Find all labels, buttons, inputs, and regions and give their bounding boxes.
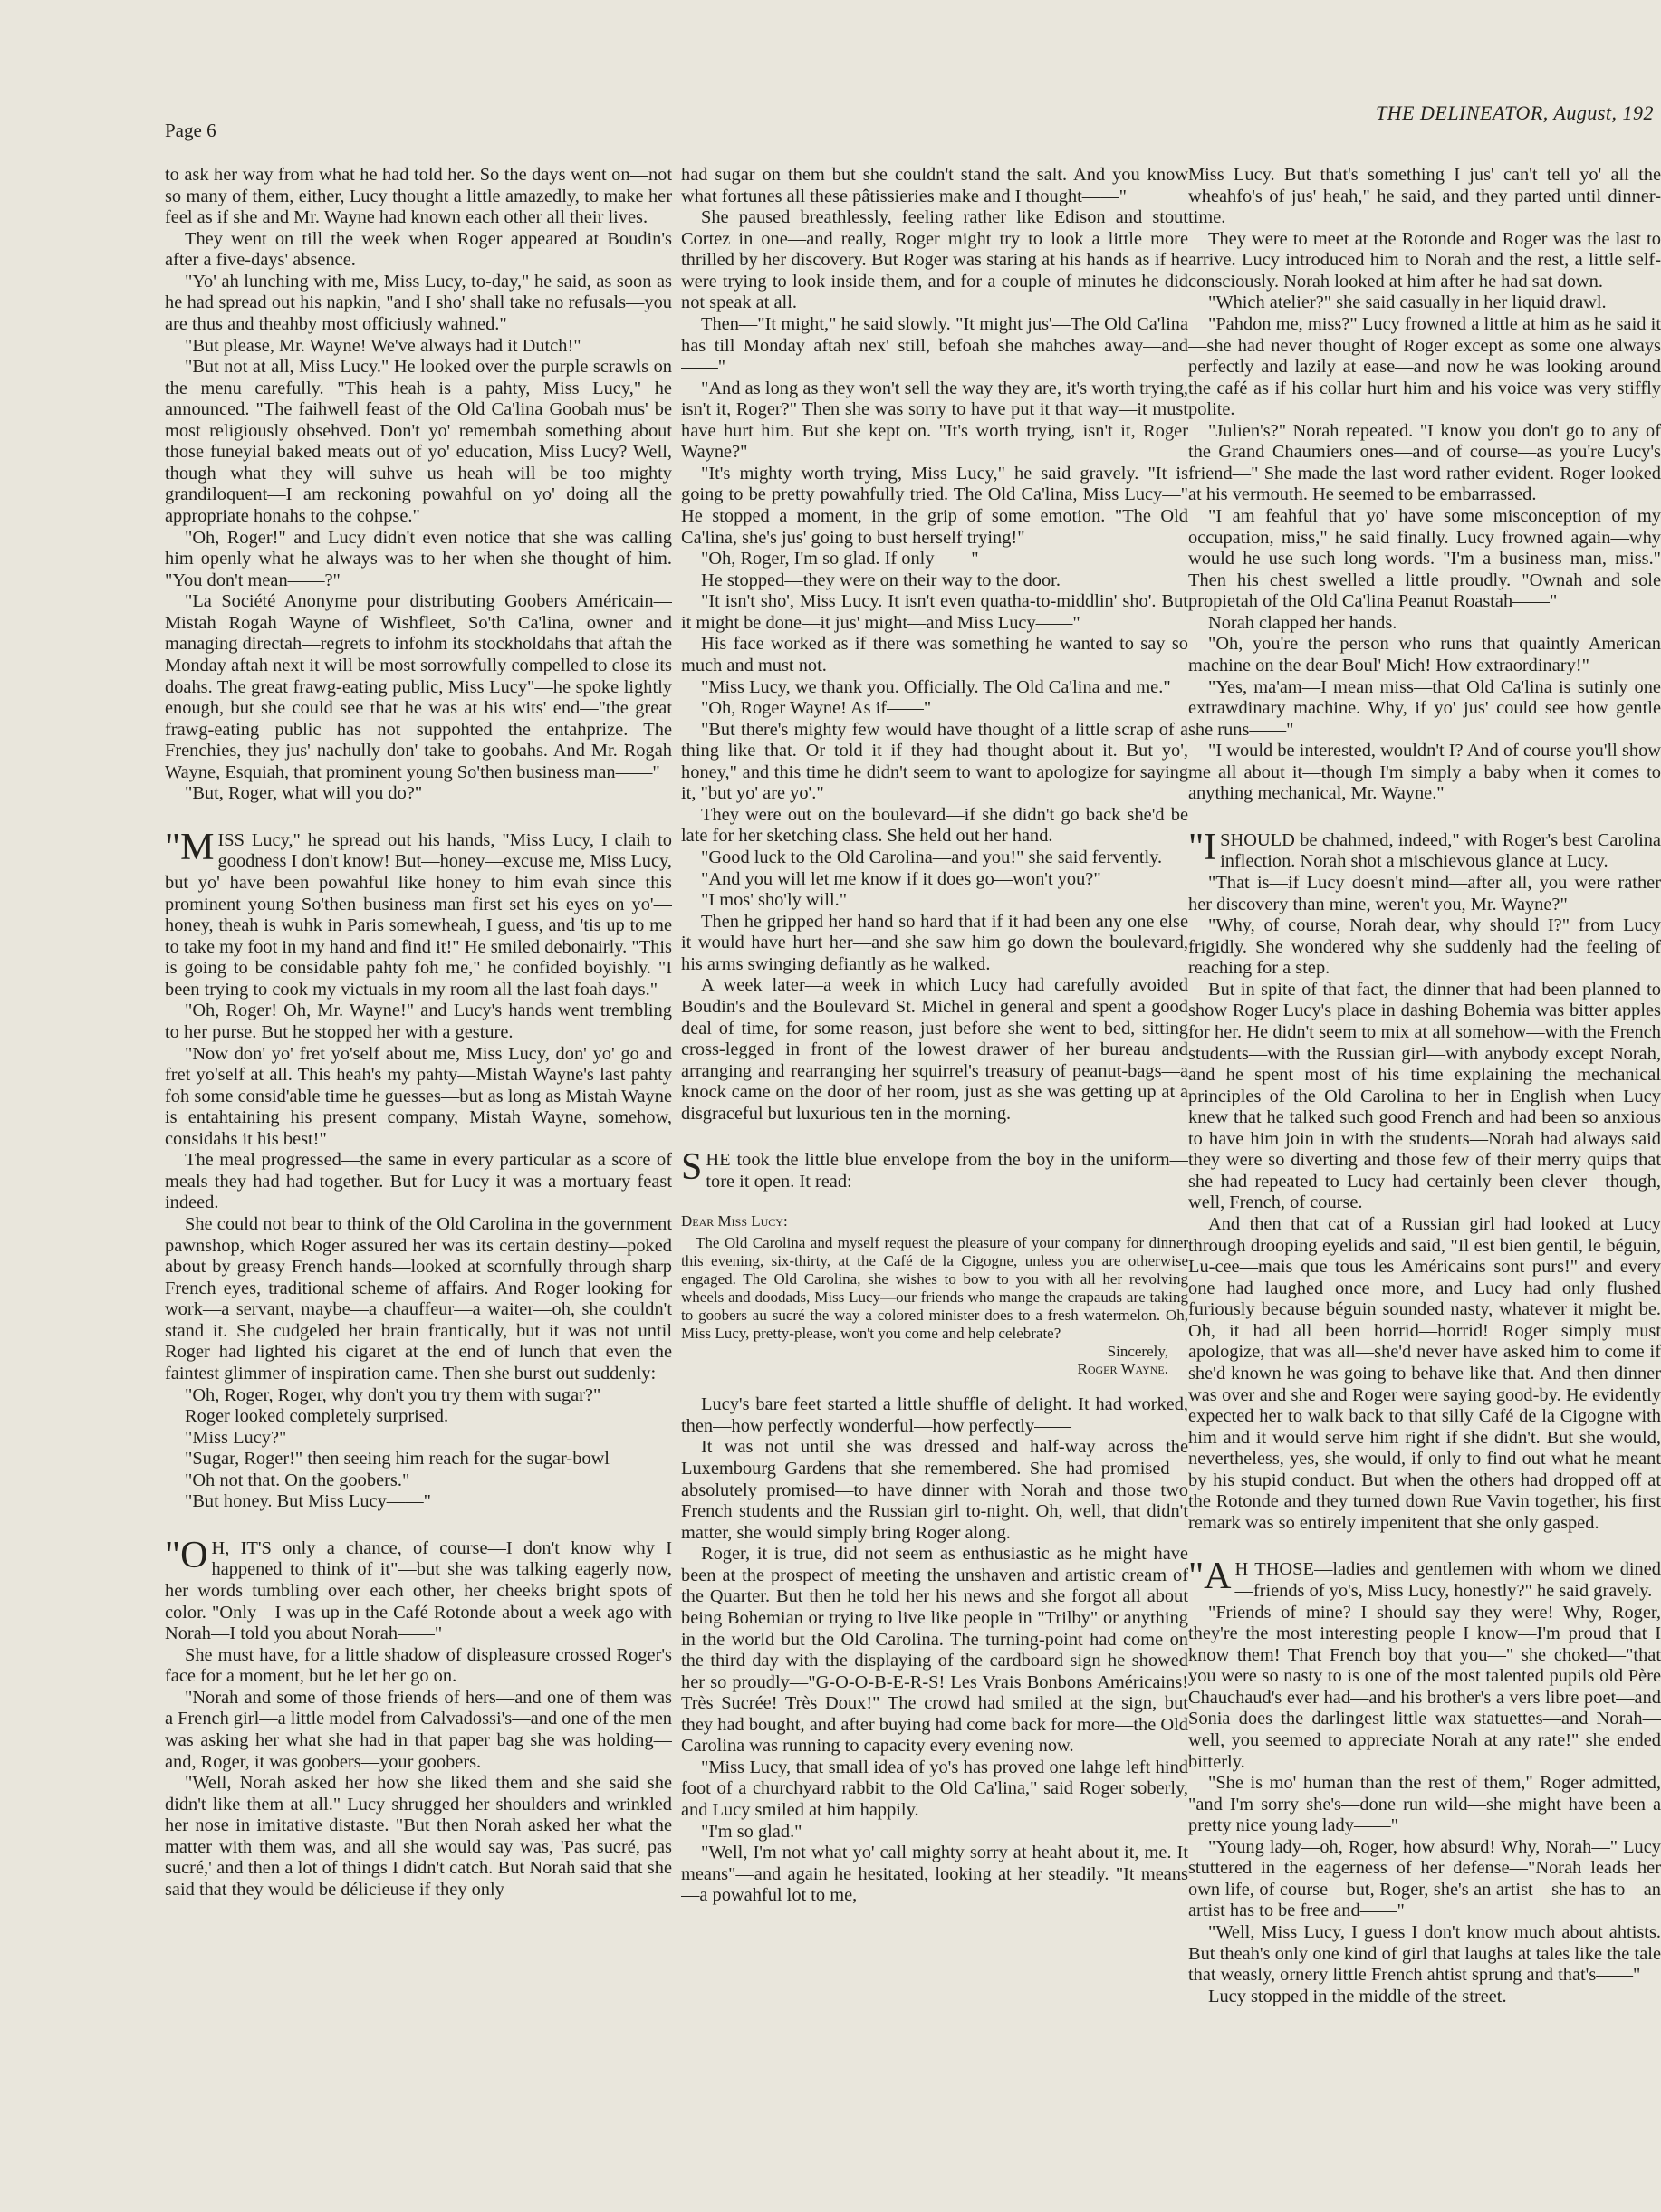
paragraph-text: H THOSE—ladies and gentlemen with whom we dined—friends of yo's, Miss Lucy, honestly?" he said gravely.	[1234, 1559, 1661, 1601]
paragraph: "Yes, ma'am—I mean miss—that Old Ca'lina is sutinly one extrawdinary machine. Why, if yo' jus' could see how gentle she runs——"	[1188, 676, 1661, 740]
paragraph: "It's mighty worth trying, Miss Lucy," he said gravely. "It is going to be pretty powahfully tried. The Old Ca'lina, Miss Lucy—" He stopped a moment, in the grip of some emotion. "The Old Ca'lina, she's jus' going to bust herself trying!"	[681, 463, 1188, 548]
paragraph: They were out on the boulevard—if she didn't go back she'd be late for her sketching class. She held out her hand.	[681, 804, 1188, 847]
text-column-2	[681, 165, 1188, 2193]
letter-salutation: Dear Miss Lucy:	[681, 1212, 788, 1230]
paragraph: Then he gripped her hand so hard that if it had been any one else it would have hurt her—and she saw him go down the boulevard, his arms swinging defiantly as he walked.	[681, 911, 1188, 974]
paragraph: "Yo' ah lunching with me, Miss Lucy, to-day," he said, as soon as he had spread out his napkin, "and I sho' shall take no refusals—you are thus and theahby most officiusly wahned."	[165, 271, 672, 334]
paragraph: She could not bear to think of the Old Carolina in the government pawnshop, which Roger assured her was its certain destiny—poked about by greasy French hands—looked at scornfully through sharp French eyes, traditional scheme of affairs. And Roger looking for work—a servant, maybe—a chauffeur—a waiter—oh, she couldn't stand it. She cudgeled her brain frantically, but it was not until Roger had lighted his cigaret at the end of lunch that even the faintest glimmer of inspiration came. Then she burst out suddenly:	[165, 1214, 672, 1384]
paragraph: "It isn't sho', Miss Lucy. It isn't even quatha-to-middlin' sho'. But it might be done—it jus' might—and Miss Lucy——"	[681, 591, 1188, 633]
letter-signature: Roger Wayne.	[1077, 1360, 1168, 1378]
paragraph: "She is mo' human than the rest of them," Roger admitted, "and I'm sorry she's—done run wild—she might have been a pretty nice young lady——"	[1188, 1773, 1661, 1836]
paragraph: "Well, I'm not what yo' call mighty sorry at heaht about it, me. It means"—and again he hesitated, looking at her steadily. "It means—a powahful lot to me,	[681, 1843, 1188, 1906]
paragraph: She paused breathlessly, feeling rather like Edison and stout Cortez in one—and really, Roger might try to look a little more thrilled by her discovery. But Roger was staring at his hands as if he were trying to look inside them, and for a couple of minutes he did not speak at all.	[681, 207, 1188, 313]
paragraph: "La Société Anonyme pour distributing Goobers Américain—Mistah Rogah Wayne of Wishfleet, So'th Ca'lina, owner and managing directah—regrets to infohm its stockholdahs that aftah the Monday aftah next it will be most sorrowfully compelled to close its doahs. The great frawg-eating public, Miss Lucy"—he spoke lightly enough, but she could see that he was at his wits' end—"the great frawg-eating public has not suppohted the entahprize. The Frenchies, they jus' nachully don' take to goobahs. And Mr. Rogah Wayne, Esquiah, that prominent young So'then business man——"	[165, 591, 672, 782]
paragraph: "Good luck to the Old Carolina—and you!" she said fervently.	[701, 847, 1163, 867]
paragraph: They were to meet at the Rotonde and Roger was the last to arrive. Lucy introduced him to Norah and the rest, a little self-consciously. Norah looked at him after he had sat down.	[1188, 228, 1661, 292]
paragraph: "Miss Lucy?"	[185, 1427, 287, 1448]
paragraph: And then that cat of a Russian girl had looked at Lucy through drooping eyelids and said, "Il est bien gentil, le béguin, Lu-cee—mais que tous les Américains sont purs!" and every one had laughed once more, and Lucy had only flushed furiously because béguin sounded nasty, whatever it might be. Oh, it had all been horrid—horrid! Roger simply must apologize, that was all—she'd never have asked him to come if she'd known he was going to behave like that. And then dinner was over and she and Roger were saying good-by. He evidently expected her to walk back to that silly Café de la Cigogne with him and it would serve him right if she didn't. But she would, nevertheless, yes, she would, if only to find out what he meant by his stupid conduct. But when the others had dropped off at the Rotonde and they turned down Rue Vavin together, his first remark was so entirely impenitent that she only gasped.	[1188, 1214, 1661, 1533]
drop-cap: "O	[165, 1534, 208, 1576]
paragraph: "Oh, Roger!" and Lucy didn't even notice that she was calling him openly what he always was to her when she thought of him. "You don't mean——?"	[165, 527, 672, 590]
paragraph: "Oh, Roger, Roger, why don't you try them with sugar?"	[185, 1384, 601, 1405]
text-column-3	[1188, 165, 1661, 2193]
paragraph: Norah clapped her hands.	[1208, 612, 1397, 633]
paragraph-text: ISS Lucy," he spread out his hands, "Miss Lucy, I claih to goodness I don't know! But—honey—excuse me, Miss Lucy, but yo' have been powahful like honey to him evah since this prominent young So'then business man first set his eyes on yo'—honey, theah is wuhk in Paris somewheah, I guess, and 'tis up to me to take my foot in my hand and find it!" He smiled debonairly. "This is going to be considable pahty foh me," he confided boyishly. "I been trying to cook my victuals in my room all the last foah days."	[165, 829, 672, 1000]
column-2-text-lower	[681, 1394, 1188, 1907]
paragraph: It was not until she was dressed and half-way across the Luxembourg Gardens that she remembered. She had promised—absolutely promised—to have dinner with Norah and those two French students and the Russian girl to-night. Oh, well, that didn't matter, she would simply bring Roger along.	[681, 1437, 1188, 1543]
paragraph: "Well, Miss Lucy, I guess I don't know much about ahtists. But theah's only one kind of girl that laughs at tales like the tale that weasly, ornery little French ahtist sprung and that's——"	[1188, 1922, 1661, 1986]
paragraph: "I mos' sho'ly will."	[701, 890, 848, 911]
paragraph: to ask her way from what he had told her. So the days went on—not so many of them, either, Lucy thought a little amazedly, to make her feel as if she and Mr. Wayne had known each other all their lives.	[165, 165, 672, 228]
paragraph: "Well, Norah asked her how she liked them and she said she didn't like them at all." Lucy shrugged her shoulders and wrinkled her nose in imitative distaste. "But then Norah asked her what the matter with them was, and all she would say was, 'Pas sucré, pas sucré,' and then a lot of things I didn't catch. But Norah said that she said that they would be délicieuse if they only	[165, 1773, 672, 1900]
paragraph: "Pahdon me, miss?" Lucy frowned a little at him as he said it—she had never thought of Roger except as some one always perfectly and lazily at ease—and now he was looking around the café as if his collar hurt him and his voice was very stiffly polite.	[1188, 313, 1661, 420]
section-paragraph	[1188, 826, 1661, 873]
paragraph: "But, Roger, what will you do?"	[185, 783, 423, 804]
paragraph: "Why, of course, Norah dear, why should I?" from Lucy frigidly. She wondered why she suddenly had the feeling of reaching for a step.	[1188, 915, 1661, 979]
paragraph: Roger, it is true, did not seem as enthusiastic as he might have been at the prospect of meeting the unshaven and artistic cream of the Quarter. But then he told her his news and she forgot all about being Bohemian or trying to live like people in "Trilby" or anything in the world but the Old Carolina. The turning-point had come on the third day with the displaying of the cardboard sign he showed her so proudly—"G-O-O-B-E-R-S! Les Vrais Bonbons Américains! Très Sucrée! Très Doux!" The crowd had smiled at the sign, but they had bought, and after buying had come back for more—the Old Carolina was running to capacity every evening now.	[681, 1544, 1188, 1757]
paragraph: Roger looked completely surprised.	[185, 1406, 449, 1427]
drop-cap: "M	[165, 826, 215, 868]
paragraph: "Oh, Roger, I'm so glad. If only——"	[701, 549, 979, 570]
paragraph: Then—"It might," he said slowly. "It might jus'—The Old Ca'lina has till Monday aftah nex' still, befoah she mahches away—and——"	[681, 313, 1188, 378]
paragraph: "That is—if Lucy doesn't mind—after all, you were rather her discovery than mine, weren't you, Mr. Wayne?"	[1188, 873, 1661, 914]
letter-block	[681, 1212, 1188, 1378]
paragraph: The meal progressed—the same in every particular as a score of meals they had had together. But for Lucy it was a mortuary feast indeed.	[165, 1150, 672, 1213]
paragraph: He stopped—they were on their way to the door.	[701, 570, 1061, 590]
paragraph: They went on till the week when Roger appeared at Boudin's after a five-days' absence.	[165, 228, 672, 271]
paragraph: Lucy's bare feet started a little shuffle of delight. It had worked, then—how perfectly wonderful—how perfectly——	[681, 1394, 1188, 1436]
paragraph: "Oh, Roger! Oh, Mr. Wayne!" and Lucy's hands went trembling to her purse. But he stopped her with a gesture.	[165, 1001, 672, 1042]
paragraph: Miss Lucy. But that's something I jus' can't tell yo' all the wheahfo's of jus' heah," he said, and they parted until dinner-time.	[1188, 165, 1661, 228]
page-number: Page 6	[165, 120, 216, 141]
paragraph: But in spite of that fact, the dinner that had been planned to show Roger Lucy's place in dashing Bohemia was bitter apples for her. He didn't seem to mix at all somehow—with the French students—with the Russian girl—with anybody except Norah, and he spent most of his time explaining the mechanical principles of the Old Carolina to her in English when Lucy knew that he talked such good French and had been so anxious to have him join in with the students—Norah had always said they were so diverting and those few of their merry quips that she had repeated to Lucy had certainly been clever—though, well, French, of course.	[1188, 979, 1661, 1213]
column-2-text-upper	[681, 165, 1188, 1192]
paragraph: had sugar on them but she couldn't stand the salt. And you know what fortunes all these pâtissieries make and I thought——"	[681, 165, 1188, 206]
paragraph: "Oh not that. On the goobers."	[185, 1470, 410, 1490]
paragraph: "Norah and some of those friends of hers—and one of them was a French girl—a little model from Calvadossi's—and one of the men was asking her what she had in that paper bag she was holding—and, Roger, it was goobers—your goobers.	[165, 1687, 672, 1772]
paragraph: His face worked as if there was something he wanted to say so much and must not.	[681, 634, 1188, 675]
drop-cap: "I	[1188, 826, 1217, 868]
paragraph: "Young lady—oh, Roger, how absurd! Why, Norah—" Lucy stuttered in the eagerness of her defense—"Norah leads her own life, of course—but, Roger, she's an artist—she has to—an artist has to be free and——"	[1188, 1836, 1661, 1921]
paragraph: "Now don' yo' fret yo'self about me, Miss Lucy, don' yo' go and fret yo'self at all. This heah's my pahty—Mistah Wayne's last pahty foh some consid'able time he guesses—but as long as Mistah Wayne is entahtaining his present company, Mistah Wayne, somehow, considahs it his best!"	[165, 1043, 672, 1149]
paragraph: "Miss Lucy, we thank you. Officially. The Old Ca'lina and me."	[701, 676, 1171, 697]
paragraph: "Oh, you're the person who runs that quaintly American machine on the dear Boul' Mich! How extraordinary!"	[1188, 634, 1661, 675]
paragraph: "Which atelier?" she said casually in her liquid drawl.	[1208, 292, 1607, 313]
section-paragraph	[165, 1534, 672, 1645]
paragraph-text: HE took the little blue envelope from the boy in the uniform—tore it open. It read:	[706, 1150, 1188, 1192]
paragraph: "I'm so glad."	[701, 1821, 802, 1842]
paragraph: "Sugar, Roger!" then seeing him reach for the sugar-bowl——	[185, 1449, 647, 1470]
paragraph: "I am feahful that yo' have some misconception of my occupation, miss," he said finally. Lucy frowned again—why would he use such long words. "I'm a business man, miss." Then his chest swelled a little proudly. "Ownah and sole propietah of the Old Ca'lina Peanut Roastah——"	[1188, 506, 1661, 612]
paragraph: She must have, for a little shadow of displeasure crossed Roger's face for a moment, but he let her go on.	[165, 1644, 672, 1687]
paragraph-text: SHOULD be chahmed, indeed," with Roger's best Carolina inflection. Norah shot a mischievous glance at Lucy.	[1220, 829, 1661, 872]
paragraph-text: H, IT'S only a chance, of course—I don't know why I happened to think of it"—but she was talking eagerly now, her words tumbling over each other, her cheeks bright spots of color. "Only—I was up in the Café Rotonde about a week ago with Norah—I told you about Norah——"	[165, 1537, 672, 1644]
paragraph: A week later—a week in which Lucy had carefully avoided Boudin's and the Boulevard St. Michel in general and spent a good deal of time, for some reason, just before she went to bed, sitting cross-legged in front of the lowest drawer of her bureau and arranging and rearranging her squirrel's treasury of peanut-bags—a knock came on the door of her room, just as she was getting up at a disgraceful but luxurious ten in the morning.	[681, 975, 1188, 1124]
paragraph: "Friends of mine? I should say they were! Why, Roger, they're the most interesting people I know—I'm proud that I know them! That French boy that you—" she choked—"that you were so nasty to is one of the most talented pupils old Père Chauchaud's ever had—and his brother's a vers libre poet—and Sonia does the darlingest little wax statuettes—and Norah—well, you seemed to appreciate Norah at any rate!" she ended bitterly.	[1188, 1602, 1661, 1772]
paragraph: "And as long as they won't sell the way they are, it's worth trying, isn't it, Roger?" Then she was sorry to have put it that way—it must have hurt him. But she kept on. "It's worth trying, isn't it, Roger Wayne?"	[681, 378, 1188, 463]
publication-title: THE DELINEATOR, August, 192	[1375, 101, 1654, 124]
section-paragraph	[165, 826, 672, 1001]
paragraph: Lucy stopped in the middle of the street.	[1208, 1986, 1507, 2006]
paragraph: "But there's mighty few would have thought of a little scrap of a thing like that. Or told it if they had thought about it. But yo', honey," and this time he didn't seem to want to apologize for saying it, "but yo' are yo'."	[681, 719, 1188, 804]
drop-cap: "A	[1188, 1556, 1232, 1598]
letter-body: The Old Carolina and myself request the pleasure of your company for dinner this evening, six-thirty, at the Café de la Cigogne, unless you are otherwise engaged. The Old Carolina, she wishes to bow to you with all her revolving wheels and doodads, Miss Lucy—our friends who mange the crapauds are taking to goobers au sucré the way a colored minister does to a fresh watermelon. Oh, Miss Lucy, pretty-please, won't you come and help celebrate?	[681, 1234, 1188, 1342]
letter-closing: Sincerely,	[1107, 1342, 1168, 1360]
paragraph: "But please, Mr. Wayne! We've always had it Dutch!"	[185, 335, 581, 356]
paragraph: "Oh, Roger Wayne! As if——"	[701, 698, 932, 719]
text-column-1	[165, 165, 672, 2193]
drop-cap: S	[681, 1146, 703, 1189]
paragraph: "Julien's?" Norah repeated. "I know you don't go to any of the Grand Chaumiers ones—and of course—as you're Lucy's friend—" She made the last word rather evident. Roger looked at his vermouth. He seemed to be embarrassed.	[1188, 420, 1661, 505]
section-paragraph	[1188, 1556, 1661, 1602]
paragraph: "I would be interested, wouldn't I? And of course you'll show me all about it—though I'm simply a baby when it comes to anything mechanical, Mr. Wayne."	[1188, 741, 1661, 804]
paragraph: "But honey. But Miss Lucy——"	[185, 1491, 431, 1512]
paragraph: "Miss Lucy, that small idea of yo's has proved one lahge left hind foot of a churchyard rabbit to the Old Ca'lina," said Roger soberly, and Lucy smiled at him happily.	[681, 1757, 1188, 1820]
paragraph: "And you will let me know if it does go—won't you?"	[701, 868, 1101, 889]
section-paragraph	[681, 1146, 1188, 1192]
paragraph: "But not at all, Miss Lucy." He looked over the purple scrawls on the menu carefully. "This heah is a pahty, Miss Lucy," he announced. "The faihwell feast of the Old Ca'lina Goobah mus' be most religiously obsehved. Don't yo' remembah something about those funeyial baked meats out of yo' education, Miss Lucy? Well, though what they will suhve us heah will be too mighty grandiloquent—I am reckoning powahful on yo' doing all the appropriate honahs to the cohpse."	[165, 357, 672, 526]
